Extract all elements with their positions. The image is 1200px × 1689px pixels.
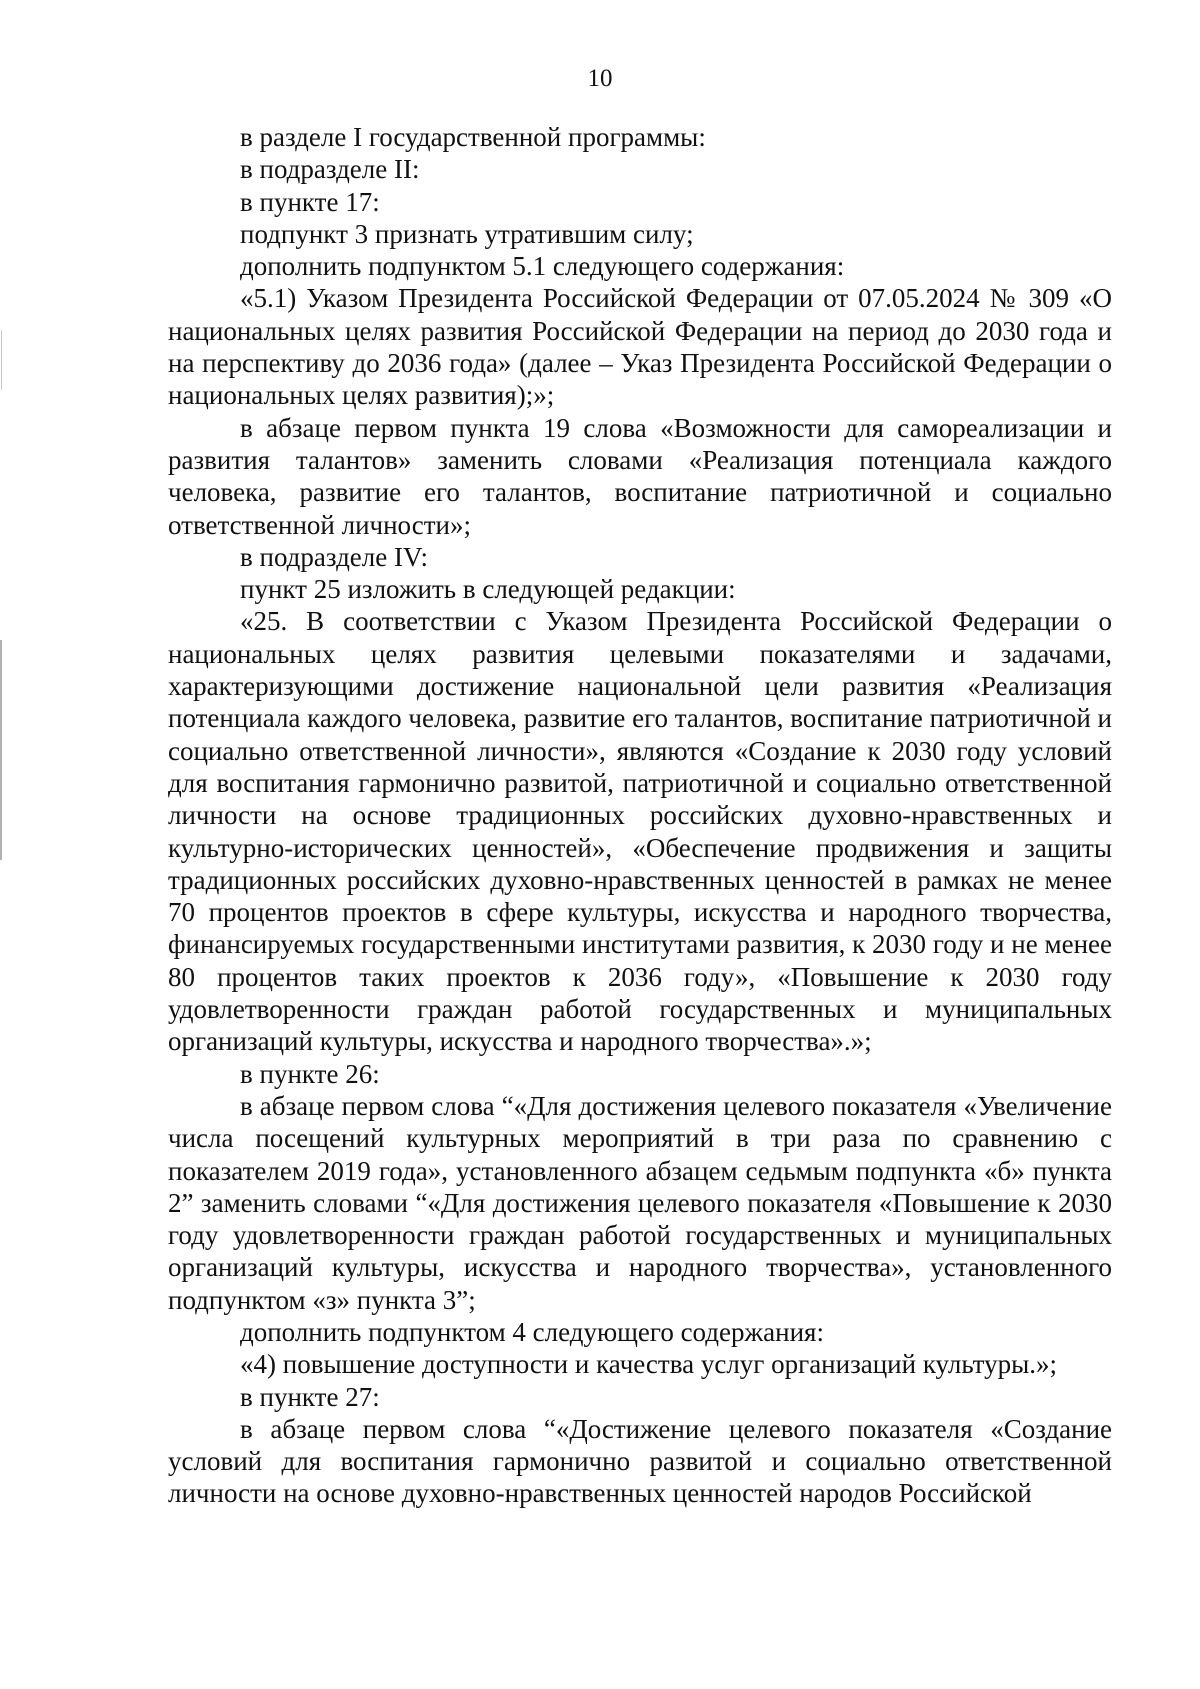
paragraph: дополнить подпунктом 5.1 следующего содержания:	[240, 251, 845, 282]
paragraph: в подразделе IV:	[240, 541, 428, 572]
scan-artifact	[0, 640, 2, 860]
paragraph: подпункт 3 признать утратившим силу;	[240, 218, 694, 249]
paragraph: «4) повышение доступности и качества услуг организаций культуры.»;	[240, 1349, 1057, 1380]
document-body	[168, 121, 1112, 1510]
page-number: 10	[587, 65, 613, 92]
paragraph: «5.1) Указом Президента Российской Федерации от 07.05.2024 № 309 «О национальных целях развития Российской Федерации на период до 2030 года и на перспективу до 2036 года» (далее – Указ Президента Российской Федерации о национальных целях развития);»;	[168, 283, 1112, 411]
paragraph: в подразделе II:	[240, 154, 420, 185]
paragraph: в абзаце первом пункта 19 слова «Возможности для самореализации и развития талантов» заменить словами «Реализация потенциала каждого человека, развитие его талантов, воспитание патриотичной и социально ответственной личности»;	[168, 412, 1112, 540]
paragraph: в абзаце первом слова “«Достижение целевого показателя «Создание условий для воспитания гармонично развитой и социально ответственной личности на основе духовно-нравственных ценностей народов Российской	[168, 1413, 1112, 1509]
paragraph: дополнить подпунктом 4 следующего содержания:	[240, 1316, 824, 1347]
scan-artifact	[1, 330, 2, 390]
paragraph: «25. В соответствии с Указом Президента Российской Федерации о национальных целях развития целевыми показателями и задачами, характеризующими достижение национальной цели развития «Реализация потенциала каждого человека, развитие его талантов, воспитание патриотичной и социально ответственной личности», являются «Создание к 2030 году условий для воспитания гармонично развитой, патриотичной и социально ответственной личности на основе традиционных российских духовно-нравственных и культурно-исторических ценностей», «Обеспечение продвижения и защиты традиционных российских духовно-нравственных ценностей в рамках не менее 70 процентов проектов в сфере культуры, искусства и народного творчества, финансируемых государственными институтами развития, к 2030 году и не менее 80 процентов таких проектов к 2036 году», «Повышение к 2030 году удовлетворенности граждан работой государственных и муниципальных организаций культуры, искусства и народного творчества».»;	[168, 606, 1112, 1057]
paragraph: пункт 25 изложить в следующей редакции:	[240, 574, 736, 605]
paragraph: в разделе I государственной программы:	[240, 122, 706, 152]
paragraph: в абзаце первом слова “«Для достижения целевого показателя «Увеличение числа посещений культурных мероприятий в три раза по сравнению с показателем 2019 года», установленного абзацем седьмым подпункта «б» пункта 2” заменить словами “«Для достижения целевого показателя «Повышение к 2030 году удовлетворенности граждан работой государственных и муниципальных организаций культуры, искусства и народного творчества», установленного подпунктом «з» пункта 3”;	[168, 1090, 1112, 1315]
paragraph: в пункте 26:	[240, 1058, 380, 1089]
paragraph: в пункте 17:	[240, 186, 380, 217]
paragraph: в пункте 27:	[240, 1381, 380, 1412]
